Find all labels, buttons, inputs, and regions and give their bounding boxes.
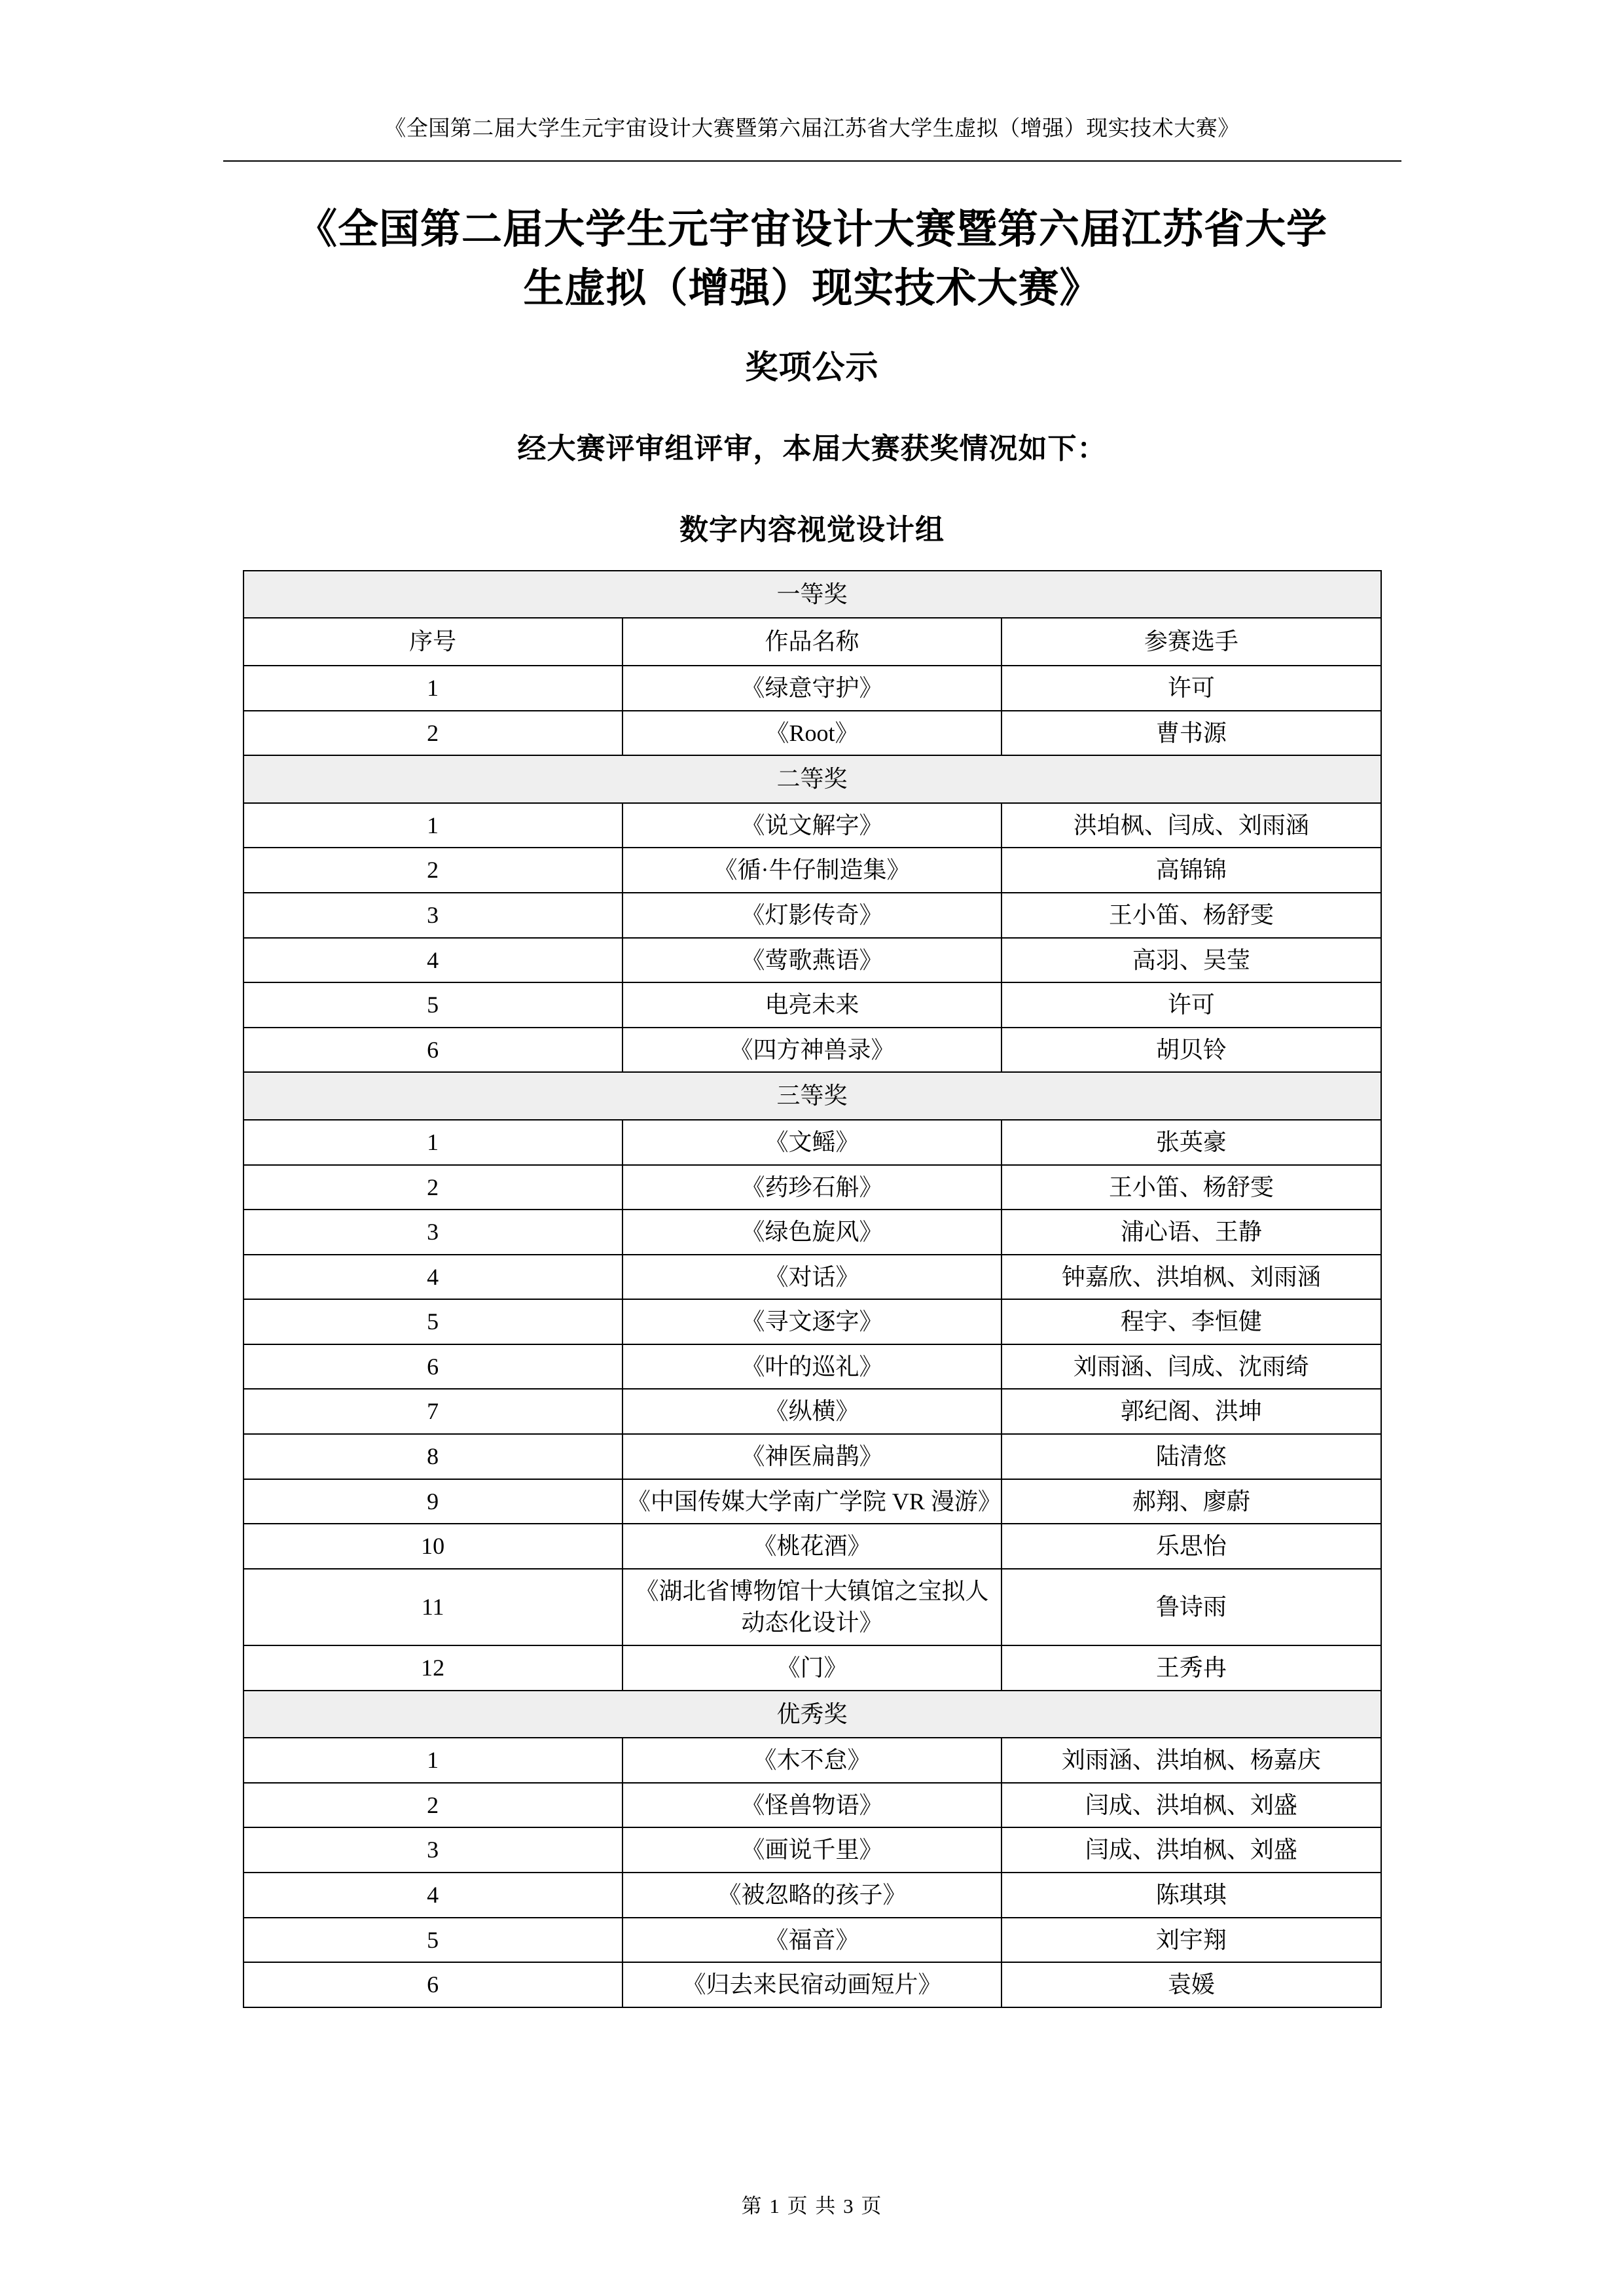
row-work-title: 《绿色旋风》 — [623, 1210, 1001, 1255]
row-index: 7 — [244, 1389, 623, 1434]
table-row — [244, 938, 1381, 983]
row-work-title: 《叶的巡礼》 — [623, 1344, 1001, 1390]
row-participants: 郝翔、廖蔚 — [1001, 1479, 1380, 1524]
row-index: 5 — [244, 1918, 623, 1963]
row-index: 3 — [244, 1827, 623, 1873]
table-row — [244, 1918, 1381, 1963]
column-header-no: 序号 — [244, 618, 623, 666]
table-row — [244, 848, 1381, 893]
table-row — [244, 1210, 1381, 1255]
row-index: 1 — [244, 1738, 623, 1783]
table-row — [244, 1344, 1381, 1390]
row-work-title: 《桃花酒》 — [623, 1524, 1001, 1569]
row-work-title: 《Root》 — [623, 711, 1001, 756]
table-row — [244, 1524, 1381, 1569]
row-index: 2 — [244, 1783, 623, 1828]
row-work-title: 《归去来民宿动画短片》 — [623, 1962, 1001, 2007]
table-row — [244, 1028, 1381, 1073]
table-row — [244, 666, 1381, 711]
row-participants: 鲁诗雨 — [1001, 1569, 1380, 1645]
row-index: 3 — [244, 893, 623, 938]
row-participants: 王秀冉 — [1001, 1645, 1380, 1691]
table-row — [244, 1165, 1381, 1210]
row-work-title: 《纵横》 — [623, 1389, 1001, 1434]
row-index: 6 — [244, 1344, 623, 1390]
row-index: 6 — [244, 1962, 623, 2007]
table-row — [244, 803, 1381, 848]
row-participants: 许可 — [1001, 982, 1380, 1028]
row-participants: 刘雨涵、洪垍枫、杨嘉庆 — [1001, 1738, 1380, 1783]
row-participants: 曹书源 — [1001, 711, 1380, 756]
row-participants: 袁媛 — [1001, 1962, 1380, 2007]
row-work-title: 《画说千里》 — [623, 1827, 1001, 1873]
table-row — [244, 1479, 1381, 1524]
row-index: 11 — [244, 1569, 623, 1645]
awards-table — [243, 570, 1382, 2008]
table-row — [244, 1873, 1381, 1918]
row-participants: 闫成、洪垍枫、刘盛 — [1001, 1827, 1380, 1873]
row-participants: 张英豪 — [1001, 1120, 1380, 1165]
row-work-title: 《福音》 — [623, 1918, 1001, 1963]
row-index: 1 — [244, 803, 623, 848]
award-section-label: 一等奖 — [244, 571, 1381, 619]
row-index: 10 — [244, 1524, 623, 1569]
row-participants: 钟嘉欣、洪垍枫、刘雨涵 — [1001, 1255, 1380, 1300]
table-row — [244, 1120, 1381, 1165]
group-title: 数字内容视觉设计组 — [679, 513, 945, 546]
row-work-title: 《对话》 — [623, 1255, 1001, 1300]
row-work-title: 《被忽略的孩子》 — [623, 1873, 1001, 1918]
table-row — [244, 1569, 1381, 1645]
page-title — [0, 201, 1624, 319]
row-participants: 胡贝铃 — [1001, 1028, 1380, 1073]
row-participants: 刘宇翔 — [1001, 1918, 1380, 1963]
row-index: 1 — [244, 1120, 623, 1165]
row-index: 12 — [244, 1645, 623, 1691]
table-row — [244, 1299, 1381, 1344]
column-header-team: 参赛选手 — [1001, 618, 1380, 666]
row-work-title: 《药珍石斛》 — [623, 1165, 1001, 1210]
row-work-title: 《循·牛仔制造集》 — [623, 848, 1001, 893]
table-row — [244, 1434, 1381, 1479]
table-row — [244, 1738, 1381, 1783]
table-row — [244, 1827, 1381, 1873]
page-footer: 第 1 页 共 3 页 — [741, 2195, 883, 2217]
award-section-header — [244, 571, 1381, 619]
row-participants: 刘雨涵、闫成、沈雨绮 — [1001, 1344, 1380, 1390]
row-index: 9 — [244, 1479, 623, 1524]
row-work-title: 《湖北省博物馆十大镇馆之宝拟人动态化设计》 — [623, 1569, 1001, 1645]
column-header-work: 作品名称 — [623, 618, 1001, 666]
award-section-header — [244, 755, 1381, 803]
row-work-title: 《中国传媒大学南广学院 VR 漫游》 — [623, 1479, 1001, 1524]
row-index: 5 — [244, 1299, 623, 1344]
row-work-title: 《寻文逐字》 — [623, 1299, 1001, 1344]
row-index: 6 — [244, 1028, 623, 1073]
header-divider — [223, 160, 1401, 162]
row-index: 5 — [244, 982, 623, 1028]
award-section-header — [244, 1691, 1381, 1738]
table-row — [244, 1783, 1381, 1828]
row-work-title: 《四方神兽录》 — [623, 1028, 1001, 1073]
table-row — [244, 982, 1381, 1028]
award-section-label: 优秀奖 — [244, 1691, 1381, 1738]
running-head: 《全国第二届大学生元宇宙设计大赛暨第六届江苏省大学生虚拟（增强）现实技术大赛》 — [384, 117, 1240, 141]
row-participants: 陆清悠 — [1001, 1434, 1380, 1479]
row-participants: 郭纪阁、洪坤 — [1001, 1389, 1380, 1434]
table-row — [244, 711, 1381, 756]
row-participants: 许可 — [1001, 666, 1380, 711]
row-index: 2 — [244, 1165, 623, 1210]
row-index: 4 — [244, 1873, 623, 1918]
page-subtitle: 奖项公示 — [745, 348, 879, 386]
row-participants: 陈琪琪 — [1001, 1873, 1380, 1918]
page-title-line-2: 生虚拟（增强）现实技术大赛》 — [523, 266, 1101, 311]
row-index: 3 — [244, 1210, 623, 1255]
row-index: 8 — [244, 1434, 623, 1479]
row-participants: 闫成、洪垍枫、刘盛 — [1001, 1783, 1380, 1828]
row-participants: 高锦锦 — [1001, 848, 1380, 893]
row-participants: 洪垍枫、闫成、刘雨涵 — [1001, 803, 1380, 848]
row-work-title: 《莺歌燕语》 — [623, 938, 1001, 983]
row-work-title: 《文鳐》 — [623, 1120, 1001, 1165]
row-participants: 乐思怡 — [1001, 1524, 1380, 1569]
row-index: 4 — [244, 1255, 623, 1300]
table-row — [244, 1389, 1381, 1434]
lead-paragraph: 经大赛评审组评审，本届大赛获奖情况如下： — [517, 432, 1107, 465]
table-row — [244, 1645, 1381, 1691]
row-work-title: 电亮未来 — [623, 982, 1001, 1028]
row-participants: 程宇、李恒健 — [1001, 1299, 1380, 1344]
table-row — [244, 893, 1381, 938]
row-work-title: 《绿意守护》 — [623, 666, 1001, 711]
page-title-line-1: 《全国第二届大学生元宇宙设计大赛暨第六届江苏省大学 — [296, 207, 1327, 252]
award-section-header — [244, 1072, 1381, 1120]
row-index: 1 — [244, 666, 623, 711]
row-work-title: 《灯影传奇》 — [623, 893, 1001, 938]
row-index: 2 — [244, 848, 623, 893]
table-column-header-row — [244, 618, 1381, 666]
award-section-label: 二等奖 — [244, 755, 1381, 803]
row-work-title: 《门》 — [623, 1645, 1001, 1691]
row-participants: 高羽、吴莹 — [1001, 938, 1380, 983]
table-row — [244, 1962, 1381, 2007]
award-section-label: 三等奖 — [244, 1072, 1381, 1120]
row-index: 2 — [244, 711, 623, 756]
row-participants: 浦心语、王静 — [1001, 1210, 1380, 1255]
row-participants: 王小笛、杨舒雯 — [1001, 893, 1380, 938]
row-work-title: 《怪兽物语》 — [623, 1783, 1001, 1828]
row-index: 4 — [244, 938, 623, 983]
row-work-title: 《神医扁鹊》 — [623, 1434, 1001, 1479]
table-row — [244, 1255, 1381, 1300]
row-work-title: 《说文解字》 — [623, 803, 1001, 848]
row-participants: 王小笛、杨舒雯 — [1001, 1165, 1380, 1210]
row-work-title: 《木不怠》 — [623, 1738, 1001, 1783]
